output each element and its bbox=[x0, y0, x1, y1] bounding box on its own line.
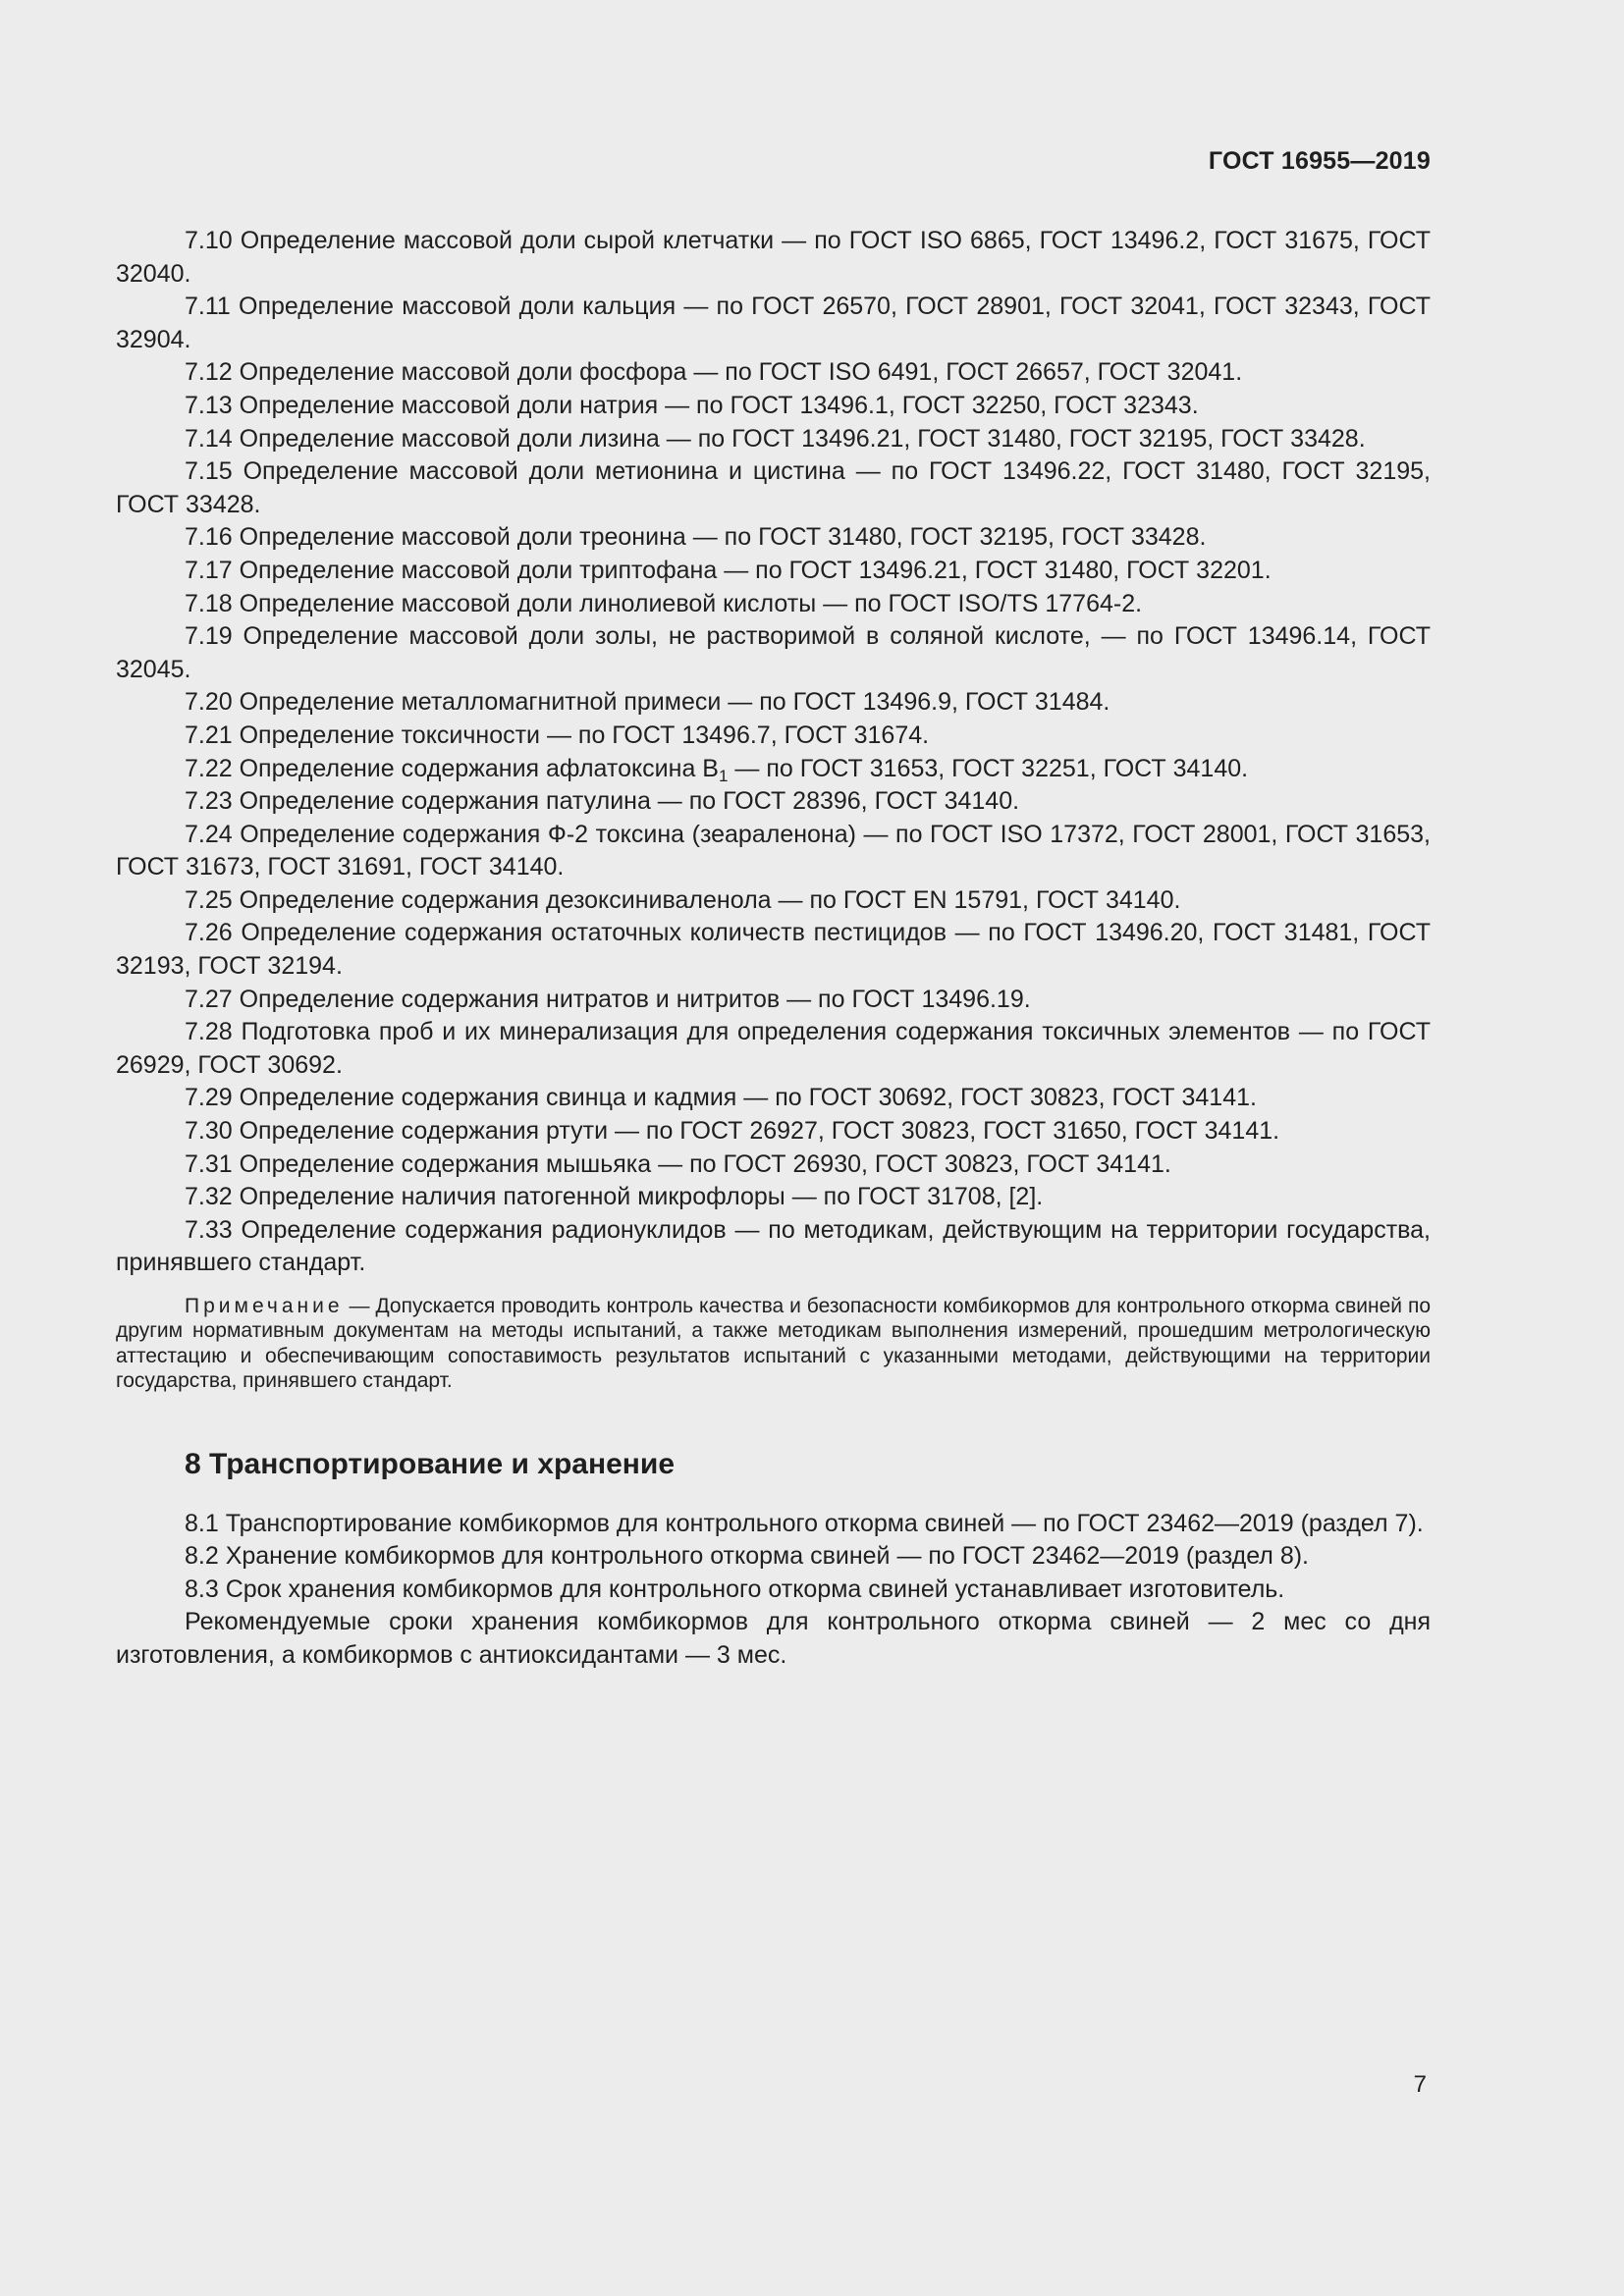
clause-7-27: 7.27 Определение содержания нитратов и нитритов — по ГОСТ 13496.19. bbox=[185, 985, 1031, 1013]
clause-7-15: 7.15 Определение массовой доли метионина и цистина — по ГОСТ 13496.22, ГОСТ 31480, ГОСТ 32195, ГОСТ 33428. bbox=[116, 457, 1431, 518]
clause-7-22-refs: — по ГОСТ 31653, ГОСТ 32251, ГОСТ 34140. bbox=[728, 754, 1249, 782]
clause-7-30: 7.30 Определение содержания ртути — по ГОСТ 26927, ГОСТ 30823, ГОСТ 31650, ГОСТ 34141. bbox=[185, 1117, 1280, 1146]
note-text: — Допускается проводить контроль качества и безопасности комбикормов для контрольного откорма свиней по другим нормативным документам на методы испытаний, а также методикам выполнения измерений, прошедшим метрологическую аттестацию и обеспечивающим сопоставимость результатов испытаний с указанными методами, действующими на территории государства, принявшего стандарт. bbox=[116, 1295, 1431, 1393]
clause-7-24: 7.24 Определение содержания Ф-2 токсина (зеараленона) — по ГОСТ ISO 17372, ГОСТ 28001, ГОСТ 31653, ГОСТ 31673, ГОСТ 31691, ГОСТ 34140. bbox=[116, 820, 1431, 881]
clause-7-16: 7.16 Определение массовой доли треонина — по ГОСТ 31480, ГОСТ 32195, ГОСТ 33428. bbox=[185, 523, 1207, 552]
clause-7-33: 7.33 Определение содержания радионуклидов — по методикам, действующим на территории государства, принявшего стандарт. bbox=[116, 1215, 1431, 1277]
clause-7-31: 7.31 Определение содержания мышьяка — по ГОСТ 26930, ГОСТ 30823, ГОСТ 34141. bbox=[185, 1149, 1171, 1178]
clause-7-10: 7.10 Определение массовой доли сырой клетчатки — по ГОСТ ISO 6865, ГОСТ 13496.2, ГОСТ 31675, ГОСТ 32040. bbox=[116, 227, 1431, 288]
note bbox=[116, 1294, 1431, 1394]
clause-7-19: 7.19 Определение массовой доли золы, не растворимой в соляной кислоте, — по ГОСТ 13496.14, ГОСТ 32045. bbox=[116, 622, 1431, 683]
clause-7-12: 7.12 Определение массовой доли фосфора — по ГОСТ ISO 6491, ГОСТ 26657, ГОСТ 32041. bbox=[185, 358, 1243, 387]
clause-7-28: 7.28 Подготовка проб и их минерализация для определения содержания токсичных элементов — по ГОСТ 26929, ГОСТ 30692. bbox=[116, 1018, 1431, 1079]
clause-7-25: 7.25 Определение содержания дезоксиниваленола — по ГОСТ EN 15791, ГОСТ 34140. bbox=[185, 885, 1181, 914]
note-label: Примечание bbox=[185, 1295, 344, 1317]
subscript-index: 1 bbox=[718, 766, 729, 785]
clause-7-20: 7.20 Определение металломагнитной примеси — по ГОСТ 13496.9, ГОСТ 31484. bbox=[185, 688, 1110, 717]
clause-7-22 bbox=[116, 753, 1431, 786]
page-number: 7 bbox=[1413, 2071, 1427, 2098]
clause-7-32: 7.32 Определение наличия патогенной микрофлоры — по ГОСТ 31708, [2]. bbox=[185, 1183, 1044, 1211]
document-code: ГОСТ 16955—2019 bbox=[1208, 147, 1431, 175]
storage-recommendation: Рекомендуемые сроки хранения комбикормов для контрольного откорма свиней — 2 мес со дня изготовления, а комбикормов с антиоксидантами — 3 мес. bbox=[116, 1608, 1431, 1669]
clause-7-18: 7.18 Определение массовой доли линолиевой кислоты — по ГОСТ ISO/TS 17764-2. bbox=[185, 589, 1143, 617]
clause-7-13: 7.13 Определение массовой доли натрия — по ГОСТ 13496.1, ГОСТ 32250, ГОСТ 32343. bbox=[185, 391, 1199, 419]
clause-7-11: 7.11 Определение массовой доли кальция — по ГОСТ 26570, ГОСТ 28901, ГОСТ 32041, ГОСТ 32343, ГОСТ 32904. bbox=[116, 293, 1431, 353]
clause-8-1: 8.1 Транспортирование комбикормов для контрольного откорма свиней — по ГОСТ 23462—2019 (раздел 7). bbox=[185, 1509, 1424, 1537]
clause-7-29: 7.29 Определение содержания свинца и кадмия — по ГОСТ 30692, ГОСТ 30823, ГОСТ 34141. bbox=[185, 1084, 1257, 1112]
clause-7-21: 7.21 Определение токсичности — по ГОСТ 13496.7, ГОСТ 31674. bbox=[185, 721, 930, 749]
section-8-title: 8 Транспортирование и хранение bbox=[185, 1447, 676, 1480]
document-body bbox=[116, 225, 1431, 1673]
clause-8-2: 8.2 Хранение комбикормов для контрольного откорма свиней — по ГОСТ 23462—2019 (раздел 8). bbox=[185, 1542, 1310, 1571]
clause-8-3: 8.3 Срок хранения комбикормов для контрольного откорма свиней устанавливает изготовитель. bbox=[185, 1575, 1285, 1603]
clause-7-17: 7.17 Определение массовой доли триптофана — по ГОСТ 13496.21, ГОСТ 31480, ГОСТ 32201. bbox=[185, 556, 1272, 584]
clause-7-22-text: 7.22 Определение содержания афлатоксина B bbox=[185, 754, 719, 782]
clause-7-14: 7.14 Определение массовой доли лизина — по ГОСТ 13496.21, ГОСТ 31480, ГОСТ 32195, ГОСТ 33428. bbox=[185, 424, 1366, 453]
clause-7-23: 7.23 Определение содержания патулина — по ГОСТ 28396, ГОСТ 34140. bbox=[185, 787, 1020, 816]
clause-7-26: 7.26 Определение содержания остаточных количеств пестицидов — по ГОСТ 13496.20, ГОСТ 31481, ГОСТ 32193, ГОСТ 32194. bbox=[116, 919, 1431, 981]
